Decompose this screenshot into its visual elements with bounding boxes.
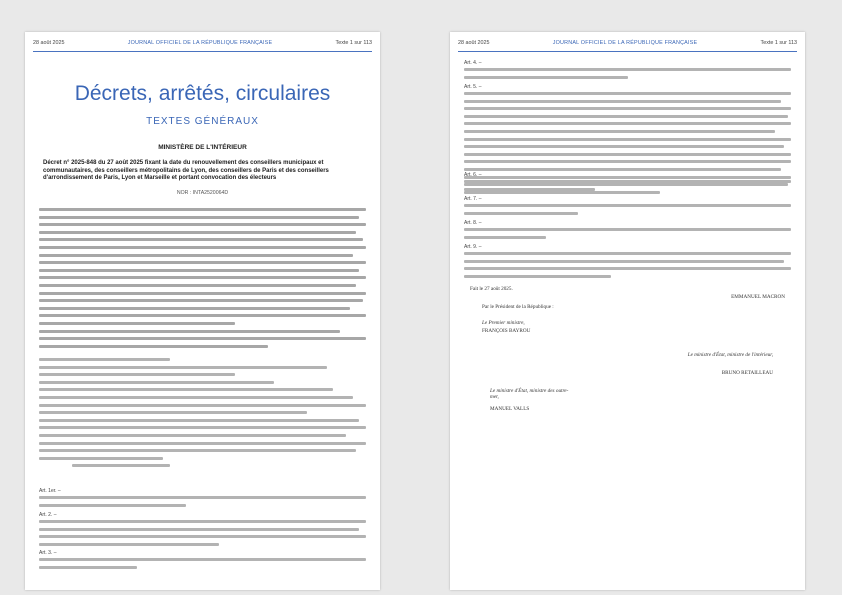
par-le-president: Par le Président de la République : xyxy=(482,304,554,310)
article-6-body xyxy=(464,180,791,195)
article-4-label: Art. 4. – xyxy=(464,60,482,66)
header-page-ref: Texte 1 sur 113 xyxy=(335,40,372,46)
article-1-label: Art. 1er. – xyxy=(39,488,61,494)
right-page xyxy=(450,32,805,590)
article-4-body xyxy=(464,68,791,83)
overseas-name: MANUEL VALLS xyxy=(490,406,530,412)
date-line: Fait le 27 août 2025. xyxy=(470,286,513,292)
signatory-president: EMMANUEL MACRON xyxy=(731,294,785,300)
visas-block xyxy=(39,358,366,472)
article-2-body xyxy=(39,520,366,550)
section-banner: Décrets, arrêtés, circulaires xyxy=(74,82,331,105)
section-title: TEXTES GÉNÉRAUX xyxy=(146,116,259,127)
article-7-body xyxy=(464,204,791,219)
article-7-label: Art. 7. – xyxy=(464,196,482,202)
article-8-label: Art. 8. – xyxy=(464,220,482,226)
article-3-body xyxy=(39,558,366,573)
pm-name: FRANÇOIS BAYROU xyxy=(482,328,531,334)
header-journal: JOURNAL OFFICIEL DE LA RÉPUBLIQUE FRANÇAISE xyxy=(552,40,698,46)
article-9-label: Art. 9. – xyxy=(464,244,482,250)
decree-title: Décret n° 2025-848 du 27 août 2025 fixant la date du renouvellement des conseillers municipaux et communautaires, des conseillers métropolitains de Lyon, des conseillers de Paris et des conseillers d'arrondissement de Paris, Lyon et Marseille et portant convocation des électeurs xyxy=(43,160,329,181)
page-header xyxy=(33,40,372,50)
article-1-body xyxy=(39,496,366,511)
notice-block xyxy=(39,208,366,352)
article-6-label: Art. 6. – xyxy=(464,172,482,178)
header-journal: JOURNAL OFFICIEL DE LA RÉPUBLIQUE FRANÇAISE xyxy=(127,40,273,46)
article-5-label: Art. 5. – xyxy=(464,84,482,90)
header-page-ref: Texte 1 sur 113 xyxy=(760,40,797,46)
article-8-body xyxy=(464,228,791,243)
ministry-title: MINISTÈRE DE L'INTÉRIEUR xyxy=(158,144,247,151)
page-header xyxy=(458,40,797,50)
nor-reference: NOR : INTA2520064D xyxy=(176,190,229,196)
article-9-body xyxy=(464,252,791,282)
pm-title: Le Premier ministre, xyxy=(482,320,525,326)
header-rule xyxy=(33,51,372,52)
article-3-label: Art. 3. – xyxy=(39,550,57,556)
interior-title: Le ministre d'État, ministre de l'intérieur, xyxy=(687,352,773,358)
article-2-label: Art. 2. – xyxy=(39,512,57,518)
overseas-title: Le ministre d'État, ministre des outre-mer, xyxy=(490,388,569,400)
header-date: 28 août 2025 xyxy=(33,40,65,46)
interior-name: BRUNO RETAILLEAU xyxy=(721,370,773,376)
header-rule xyxy=(458,51,797,52)
left-page xyxy=(25,32,380,590)
header-date: 28 août 2025 xyxy=(458,40,490,46)
